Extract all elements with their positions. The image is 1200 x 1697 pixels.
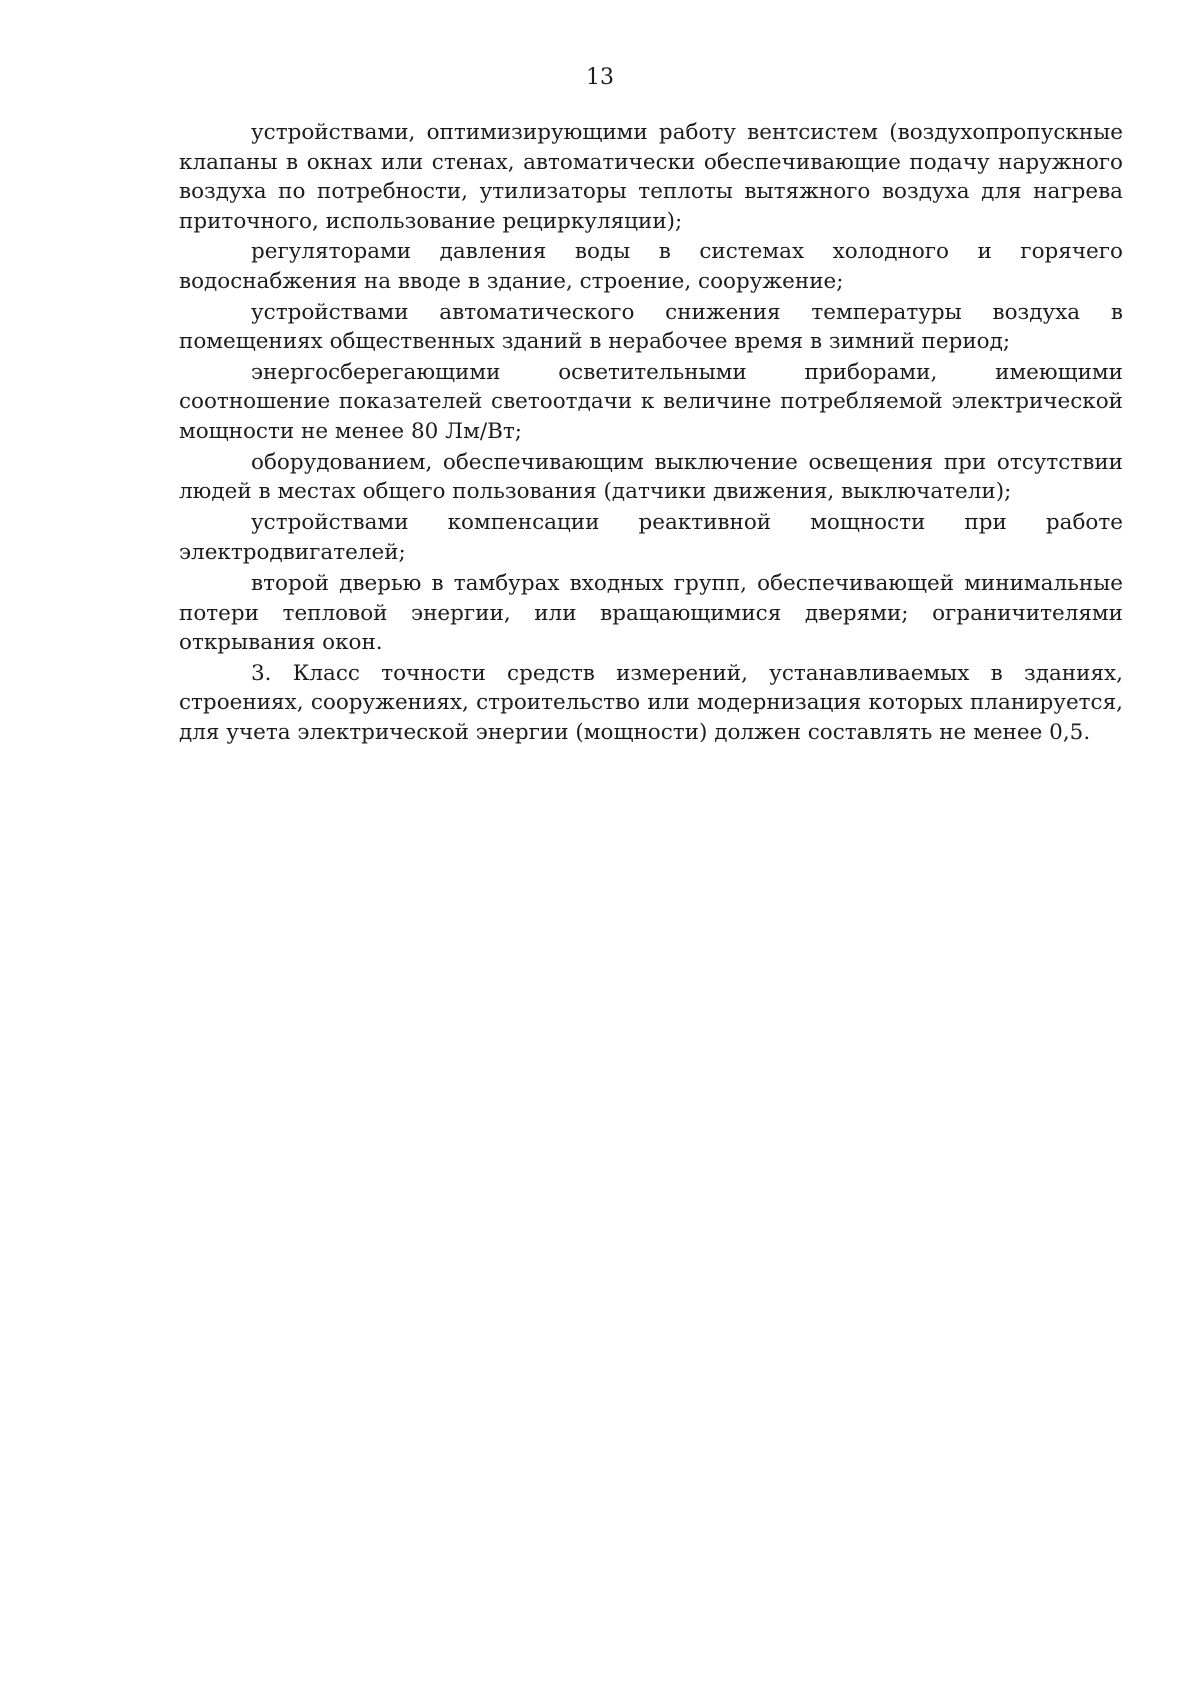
paragraph-water-pressure-regulators: регуляторами давления воды в системах холодного и горячего водоснабжения на вводе в здание, строение, сооружение; (179, 239, 1123, 294)
paragraph-ventilation-devices: устройствами, оптимизирующими работу вентсистем (воздухопропускные клапаны в окнах или стенах, автоматически обеспечивающие подачу наружного воздуха по потребности, утилизаторы теплоты вытяжного воздуха для нагрева приточного, использование рециркуляции); (179, 120, 1123, 234)
paragraph-reactive-power-compensation-cont: электродвигателей; (179, 540, 406, 566)
paragraph-reactive-power-compensation: устройствами компенсации реактивной мощности при работе (251, 509, 1123, 535)
paragraph-lighting-switch-equipment: оборудованием, обеспечивающим выключение освещения при отсутствии людей в местах общего пользования (датчики движения, выключатели); (179, 449, 1123, 505)
paragraph-vestibule-doors: второй дверью в тамбурах входных групп, обеспечивающей минимальные потери тепловой энергии, или вращающимися дверями; ограничителями открывания окон. (179, 570, 1123, 656)
document-body (179, 118, 1123, 748)
paragraph-temperature-reduction: устройствами автоматического снижения температуры воздуха в помещениях общественных зданий в нерабочее время в зимний период; (179, 299, 1123, 355)
page-number: 13 (586, 65, 614, 90)
paragraph-lighting-devices: энергосберегающими осветительными приборами, имеющими соотношение показателей светоотдачи к величине потребляемой электрической мощности не менее 80 Лм/Вт; (179, 359, 1123, 444)
paragraph-accuracy-class: 3. Класс точности средств измерений, устанавливаемых в зданиях, строениях, сооружениях, строительство или модернизация которых планируется, для учета электрической энергии (мощности) должен составлять не менее 0,5. (179, 660, 1123, 745)
